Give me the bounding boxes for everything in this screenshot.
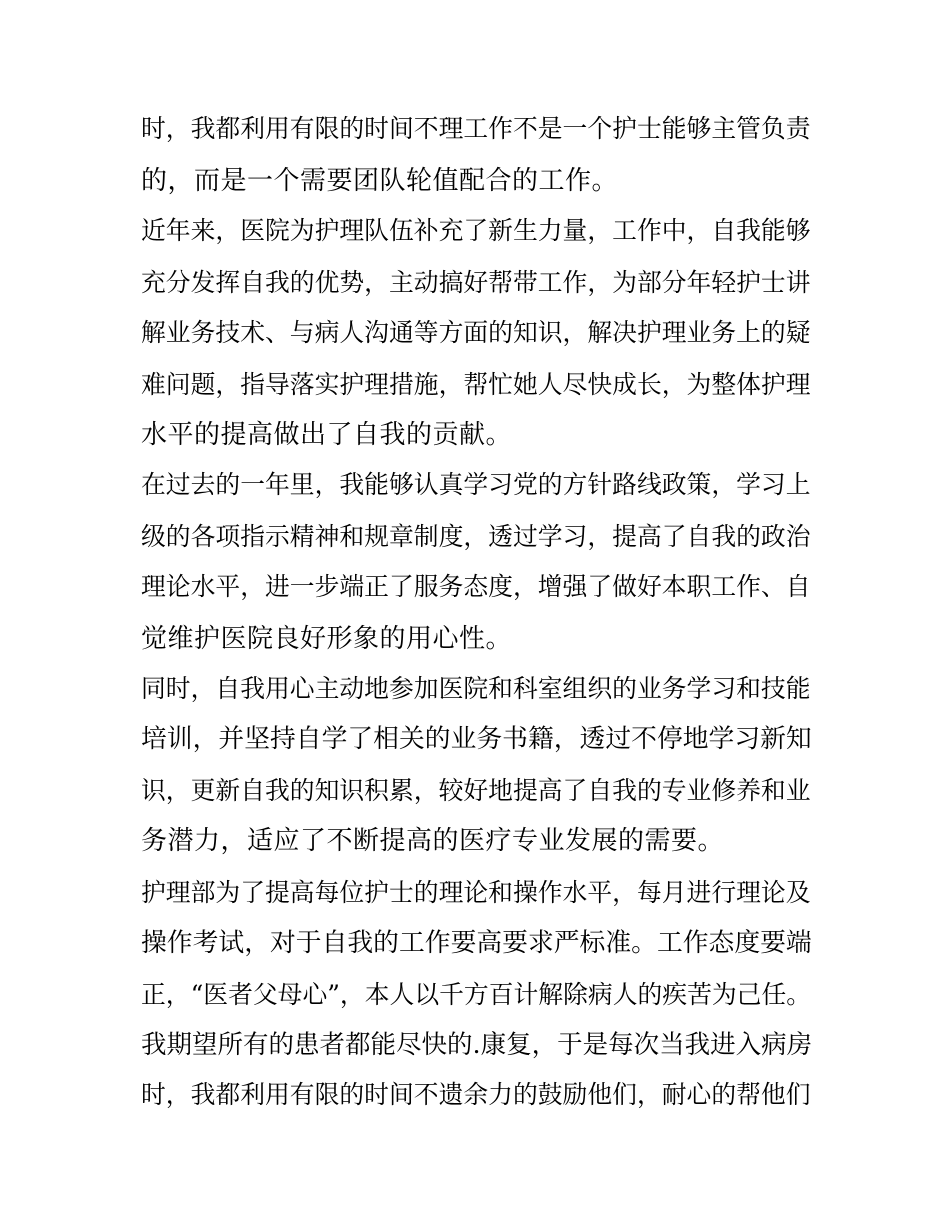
text-line: 护理部为了提高每位护士的理论和操作水平，每月进行理论及 xyxy=(141,878,811,907)
text-line: 我期望所有的患者都能尽快的.康复，于是每次当我进入病房 xyxy=(141,1030,813,1060)
text-line: 培训，并坚持自学了相关的业务书籍，透过不停地学习新知 xyxy=(141,724,812,754)
text-line: 充分发挥自我的优势，主动搞好帮带工作，为部分年轻护士讲 xyxy=(141,268,811,297)
text-line: 识，更新自我的知识积累，较好地提高了自我的专业修养和业 xyxy=(141,776,811,805)
text-line: 解业务技术、与病人沟通等方面的知识，解决护理业务上的疑 xyxy=(141,318,811,347)
text-line: 同时，自我用心主动地参加医院和科室组织的业务学习和技能 xyxy=(141,674,811,703)
text-line: 正，“医者父母心”，本人以千方百计解除病人的疾苦为己任。 xyxy=(141,980,812,1009)
text-line: 难问题，指导落实护理措施，帮忙她人尽快成长，为整体护理 xyxy=(141,370,811,399)
text-line: 务潜力，适应了不断提高的医疗专业发展的需要。 xyxy=(141,826,725,856)
text-line: 的，而是一个需要团队轮值配合的工作。 xyxy=(141,166,619,196)
text-line: 近年来，医院为护理队伍补充了新生力量，工作中，自我能够 xyxy=(141,216,811,245)
text-line: 时，我都利用有限的时间不遗余力的鼓励他们，耐心的帮他们 xyxy=(141,1080,811,1109)
text-line: 操作考试，对于自我的工作要高要求严标准。工作态度要端 xyxy=(141,928,812,958)
text-line: 时，我都利用有限的时间不理工作不是一个护士能够主管负责 xyxy=(141,114,811,143)
text-line: 理论水平，进一步端正了服务态度，增强了做好本职工作、自 xyxy=(141,572,811,601)
text-line: 觉维护医院良好形象的用心性。 xyxy=(141,624,513,654)
text-line: 级的各项指示精神和规章制度，透过学习，提高了自我的政治 xyxy=(141,522,811,551)
text-line: 在过去的一年里，我能够认真学习党的方针路线政策，学习上 xyxy=(141,470,811,499)
text-line: 水平的提高做出了自我的贡献。 xyxy=(141,420,513,450)
